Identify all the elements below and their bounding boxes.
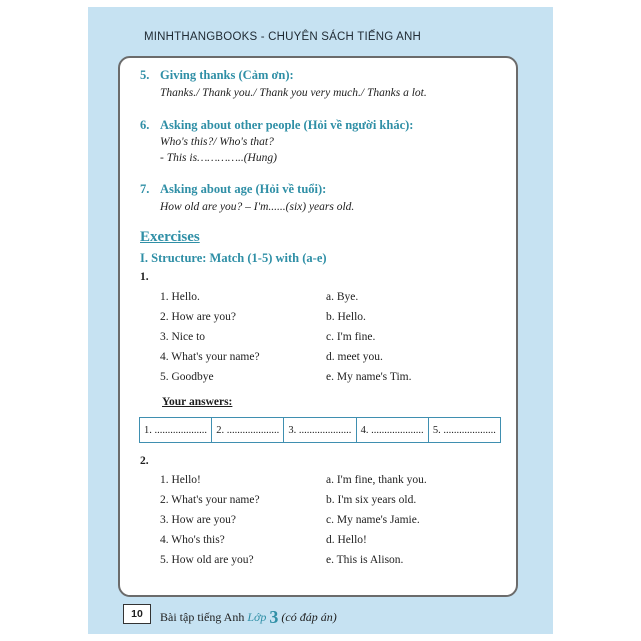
answer-cell-5[interactable]: 5. ....................	[432, 424, 496, 436]
q1-right-item-a: a. Bye.	[326, 291, 359, 303]
footer-note: (có đáp án)	[281, 610, 337, 624]
footer-lop: Lớp	[247, 610, 267, 624]
q1-left-item-5: 5. Goodbye	[160, 371, 214, 383]
page-header: MINHTHANGBOOKS - CHUYÊN SÁCH TIẾNG ANH	[144, 31, 422, 43]
answer-cell-4[interactable]: 4. ....................	[357, 418, 429, 442]
q2-left-item-5: 5. How old are you?	[160, 554, 254, 566]
q2-right-item-a: a. I'm fine, thank you.	[326, 474, 427, 486]
section-6-line-1: Who's this?/ Who's that?	[160, 136, 274, 148]
q1-left-item-1: 1. Hello.	[160, 291, 200, 303]
section-6-number: 6.	[140, 118, 150, 132]
your-answers-label: Your answers:	[162, 396, 233, 408]
exercises-part-title: I. Structure: Match (1-5) with (a-e)	[140, 251, 327, 265]
q2-left-item-4: 4. Who's this?	[160, 534, 225, 546]
q1-left-item-3: 3. Nice to	[160, 331, 206, 343]
q1-right-item-b: b. Hello.	[326, 311, 366, 323]
section-5-title: Giving thanks (Cảm ơn):	[160, 68, 294, 82]
q2-left-item-1: 1. Hello!	[160, 474, 201, 486]
question-1-label: 1.	[140, 271, 149, 283]
question-2-label: 2.	[140, 455, 149, 467]
footer-title	[160, 605, 337, 626]
answer-row	[139, 417, 501, 443]
q1-right-item-d: d. meet you.	[326, 351, 383, 363]
section-5-number: 5.	[140, 68, 150, 82]
q1-right-item-c: c. I'm fine.	[326, 331, 376, 343]
answer-cell-2[interactable]: 2. ....................	[212, 418, 284, 442]
q2-right-item-b: b. I'm six years old.	[326, 494, 417, 506]
section-5-line-1: Thanks./ Thank you./ Thank you very much./ Thanks a lot.	[160, 87, 427, 99]
q2-left-item-2: 2. What's your name?	[160, 494, 260, 506]
q1-left-item-2: 2. How are you?	[160, 311, 237, 323]
section-6-title: Asking about other people (Hỏi về người khác):	[160, 118, 414, 132]
q2-right-item-c: c. My name's Jamie.	[326, 514, 420, 526]
page-number: 10	[123, 604, 151, 624]
q2-right-item-d: d. Hello!	[326, 534, 367, 546]
section-7-title: Asking about age (Hỏi về tuổi):	[160, 182, 327, 196]
q1-left-item-4: 4. What's your name?	[160, 351, 260, 363]
section-6-line-2: - This is…………..(Hung)	[160, 152, 277, 164]
q2-left-item-3: 3. How are you?	[160, 514, 237, 526]
exercises-heading: Exercises	[140, 229, 200, 245]
q1-right-item-e: e. My name's Tim.	[326, 371, 412, 383]
q2-right-item-e: e. This is Alison.	[326, 554, 404, 566]
footer-grade: 3	[269, 607, 279, 627]
section-7-number: 7.	[140, 182, 150, 196]
footer-book-title: Bài tập tiếng Anh	[160, 610, 245, 624]
answer-cell-3[interactable]: 3. ....................	[284, 418, 356, 442]
answer-cell-1[interactable]: 1. ....................	[140, 418, 212, 442]
section-7-line-1: How old are you? – I'm......(six) years old.	[160, 201, 355, 213]
